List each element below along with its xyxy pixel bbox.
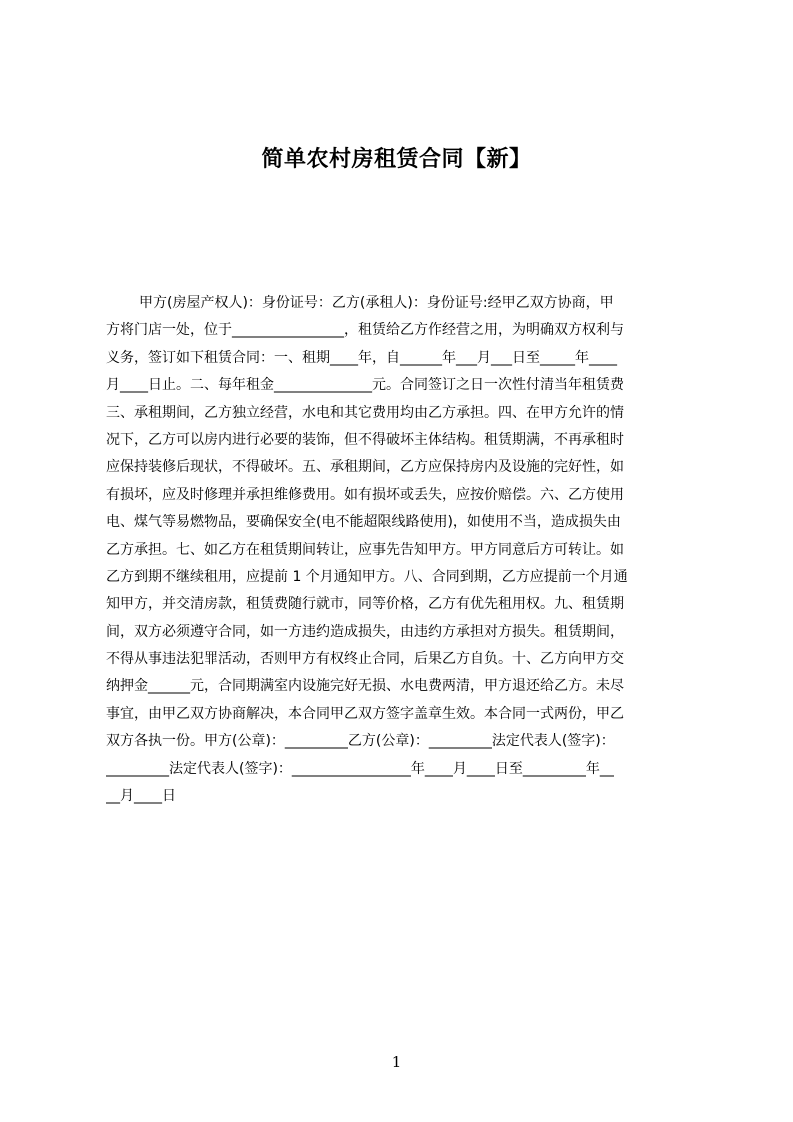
- body-line: 纳押金______元，合同期满室内设施完好无损、水电费两清，甲方退还给乙方。未尽: [106, 678, 624, 695]
- body-line: 应保持装修后现状，不得破坏。五、承租期间，乙方应保持房内及设施的完好性，如: [106, 459, 624, 476]
- body-line: 知甲方，并交清房款，租赁费随行就市，同等价格，乙方有优先租用权。九、租赁期: [106, 596, 624, 613]
- body-line: 事宜，由甲乙双方协商解决，本合同甲乙双方签字盖章生效。本合同一式两份，甲乙: [106, 705, 624, 722]
- body-line: 有损坏，应及时修理并承担维修费用。如有损坏或丢失，应按价赔偿。六、乙方使用: [106, 486, 624, 503]
- body-line: 方将门店一处，位于________________，租赁给乙方作经营之用，为明确双方权利与: [106, 322, 624, 339]
- body-line: __月____日: [106, 788, 176, 805]
- body-line: 义务，签订如下租赁合同：一、租期____年，自______年___月___日至_____年____: [106, 349, 617, 366]
- contract-body: [106, 290, 700, 810]
- body-line: 乙方到期不继续租用，应提前 1 个月通知甲方。八、合同到期，乙方应提前一个月通: [106, 568, 628, 585]
- body-line: 乙方承担。七、如乙方在租赁期间转让，应事先告知甲方。甲方同意后方可转让。如: [106, 541, 624, 558]
- body-line: 电、煤气等易燃物品，要确保安全(电不能超限线路使用)，如使用不当，造成损失由: [106, 514, 621, 531]
- body-line: 间，双方必须遵守合同，如一方违约造成损失，由违约方承担对方损失。租赁期间，: [106, 623, 624, 640]
- body-line: 三、承租期间，乙方独立经营，水电和其它费用均由乙方承担。四、在甲方允许的情: [106, 404, 624, 421]
- body-line: 况下，乙方可以房内进行必要的装饰，但不得破坏主体结构。租赁期满，不再承租时: [106, 431, 624, 448]
- document-title: 简单农村房租赁合同【新】: [261, 147, 532, 172]
- body-line: 不得从事违法犯罪活动，否则甲方有权终止合同，后果乙方自负。十、乙方向甲方交: [106, 651, 624, 668]
- body-line: _________法定代表人(签字)：_________________年____月____日至_________年__: [106, 760, 614, 777]
- body-line: 双方各执一份。甲方(公章)：_________乙方(公章)：_________法定代表人(签字)：: [106, 733, 615, 750]
- body-line: 月____日止。二、每年租金______________元。合同签订之日一次性付清当年租赁费: [106, 377, 624, 394]
- body-line: 甲方(房屋产权人)：身份证号：乙方(承租人)：身份证号:经甲乙双方协商，甲: [139, 295, 614, 311]
- page-number: 1: [391, 1053, 402, 1071]
